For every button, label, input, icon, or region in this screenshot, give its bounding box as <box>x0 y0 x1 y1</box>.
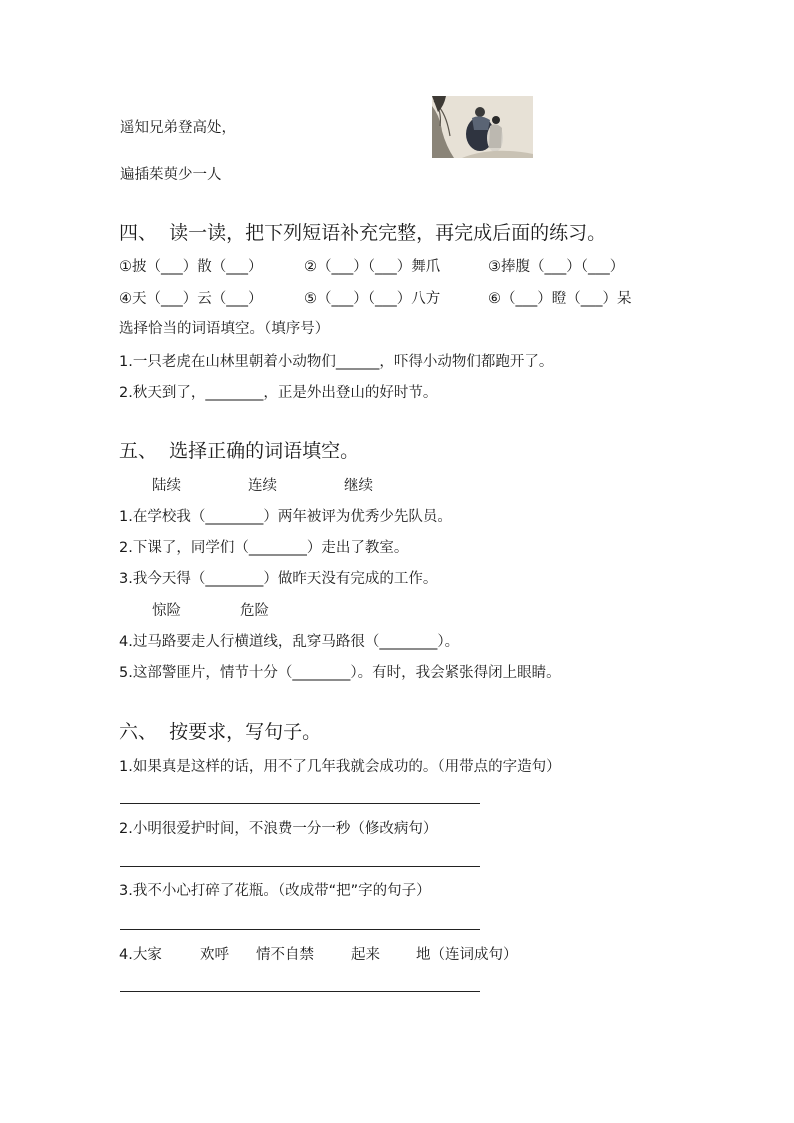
word-option: 陆续 <box>152 478 181 494</box>
poem-line-3: 遥知兄弟登高处， <box>120 120 236 136</box>
section-5-question-2: 2.下课了，同学们（________）走出了教室。 <box>119 540 409 556</box>
section-6-heading: 六、 按要求，写句子。 <box>119 721 322 743</box>
word-option: 惊险 <box>152 603 181 619</box>
word-option: 危险 <box>240 603 269 619</box>
section-6-question-2: 2.小明很爱护时间，不浪费一分一秒（修改病句） <box>119 821 438 837</box>
answer-line[interactable] <box>120 803 480 804</box>
phrase-3: ③捧腹（___）（___） <box>488 259 625 275</box>
word-chip: 欢呼 <box>200 947 229 963</box>
word-option: 继续 <box>344 478 373 494</box>
section-5-question-1: 1.在学校我（________）两年被评为优秀少先队员。 <box>119 509 452 525</box>
poem-illustration <box>432 96 533 158</box>
section-4-instruction: 选择恰当的词语填空。（填序号） <box>119 321 330 337</box>
word-chip: 地（连词成句） <box>416 947 518 963</box>
section-4-question-2: 2.秋天到了，________，正是外出登山的好时节。 <box>119 385 438 401</box>
answer-line[interactable] <box>120 929 480 930</box>
section-4-question-1: 1.一只老虎在山林里朝着小动物们______，吓得小动物们都跑开了。 <box>119 354 554 370</box>
phrase-4: ④天（___）云（___） <box>119 291 263 307</box>
word-chip: 4.大家 <box>119 947 162 963</box>
answer-line[interactable] <box>120 866 480 867</box>
poem-line-4: 遍插茱萸少一人 <box>120 167 222 183</box>
section-6-question-3: 3.我不小心打碎了花瓶。（改成带“把”字的句子） <box>119 883 431 899</box>
section-5-heading: 五、 选择正确的词语填空。 <box>119 440 360 462</box>
word-chip: 起来 <box>351 947 380 963</box>
word-option: 连续 <box>248 478 277 494</box>
section-5-question-5: 5.这部警匪片，情节十分（________）。有时，我会紧张得闭上眼睛。 <box>119 665 561 681</box>
answer-line[interactable] <box>120 991 480 992</box>
section-6-question-1: 1.如果真是这样的话，用不了几年我就会成功的。（用带点的字造句） <box>119 759 561 775</box>
section-5-question-4: 4.过马路要走人行横道线，乱穿马路很（________）。 <box>119 634 460 650</box>
phrase-6: ⑥（___）瞪（___）呆 <box>488 291 632 307</box>
word-chip: 情不自禁 <box>256 947 314 963</box>
phrase-1: ①披（___）散（___） <box>119 259 263 275</box>
phrase-5: ⑤（___）（___）八方 <box>304 291 441 307</box>
phrase-2: ②（___）（___）舞爪 <box>304 259 441 275</box>
section-5-question-3: 3.我今天得（________）做昨天没有完成的工作。 <box>119 571 438 587</box>
section-4-heading: 四、 读一读，把下列短语补充完整，再完成后面的练习。 <box>119 222 607 244</box>
